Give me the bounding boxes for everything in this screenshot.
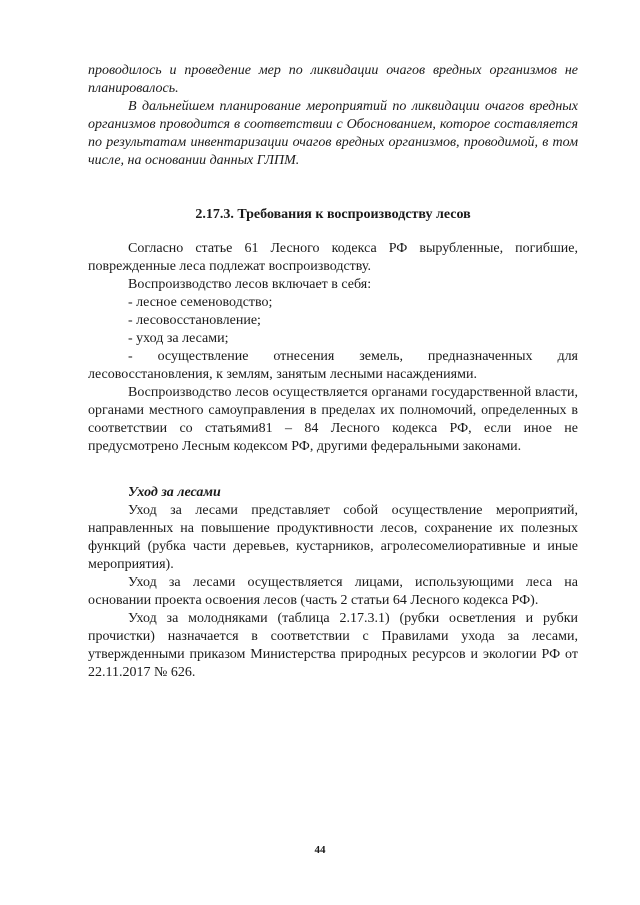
list-item: - лесовосстановление; bbox=[128, 313, 261, 328]
intro-block bbox=[88, 62, 578, 170]
care-paragraph-1: Уход за лесами представляет собой осуществление мероприятий, направленных на повышение продуктивности лесов, сохранение их полезных функций (рубка части деревьев, кустарников, агролесомелиоративные и иные мероприятия). bbox=[88, 503, 578, 572]
section-paragraph-3: Воспроизводство лесов осуществляется органами государственной власти, органами местного самоуправления в пределах их полномочий, определенных в соответствии со статьями81 – 84 Лесного кодекса РФ, если иное не предусмотрено Лесным кодексом РФ, другими федеральными законами. bbox=[88, 385, 578, 454]
section-paragraph-1: Согласно статье 61 Лесного кодекса РФ вырубленные, погибшие, поврежденные леса подлежат воспроизводству. bbox=[88, 241, 578, 274]
care-paragraph-2: Уход за лесами осуществляется лицами, использующими леса на основании проекта освоения лесов (часть 2 статьи 64 Лесного кодекса РФ). bbox=[88, 575, 578, 608]
section-body bbox=[88, 240, 578, 456]
care-body bbox=[88, 502, 578, 682]
care-subheading: Уход за лесами bbox=[128, 485, 221, 500]
care-paragraph-3: Уход за молодняками (таблица 2.17.3.1) (рубки осветления и рубки прочистки) назначается в соответствии с Правилами ухода за лесами, утвержденными приказом Министерства природных ресурсов и экологии РФ от 22.11.2017 № 626. bbox=[88, 611, 578, 680]
list-item: - уход за лесами; bbox=[128, 331, 229, 346]
list-item: - лесное семеноводство; bbox=[128, 295, 273, 310]
intro-paragraph-1: проводилось и проведение мер по ликвидации очагов вредных организмов не планировалось. bbox=[88, 63, 578, 96]
list-item: - осуществление отнесения земель, предназначенных для лесовосстановления, к землям, занятым лесными насаждениями. bbox=[88, 349, 578, 382]
page-number: 44 bbox=[314, 844, 326, 856]
section-paragraph-2: Воспроизводство лесов включает в себя: bbox=[128, 277, 372, 292]
intro-paragraph-2: В дальнейшем планирование мероприятий по ликвидации очагов вредных организмов проводится в соответствии с Обоснованием, которое составляется по результатам инвентаризации очагов вредных организмов, проводимой, в том числе, на основании данных ГЛПМ. bbox=[88, 99, 578, 168]
section-heading: 2.17.3. Требования к воспроизводству лесов bbox=[195, 207, 471, 222]
